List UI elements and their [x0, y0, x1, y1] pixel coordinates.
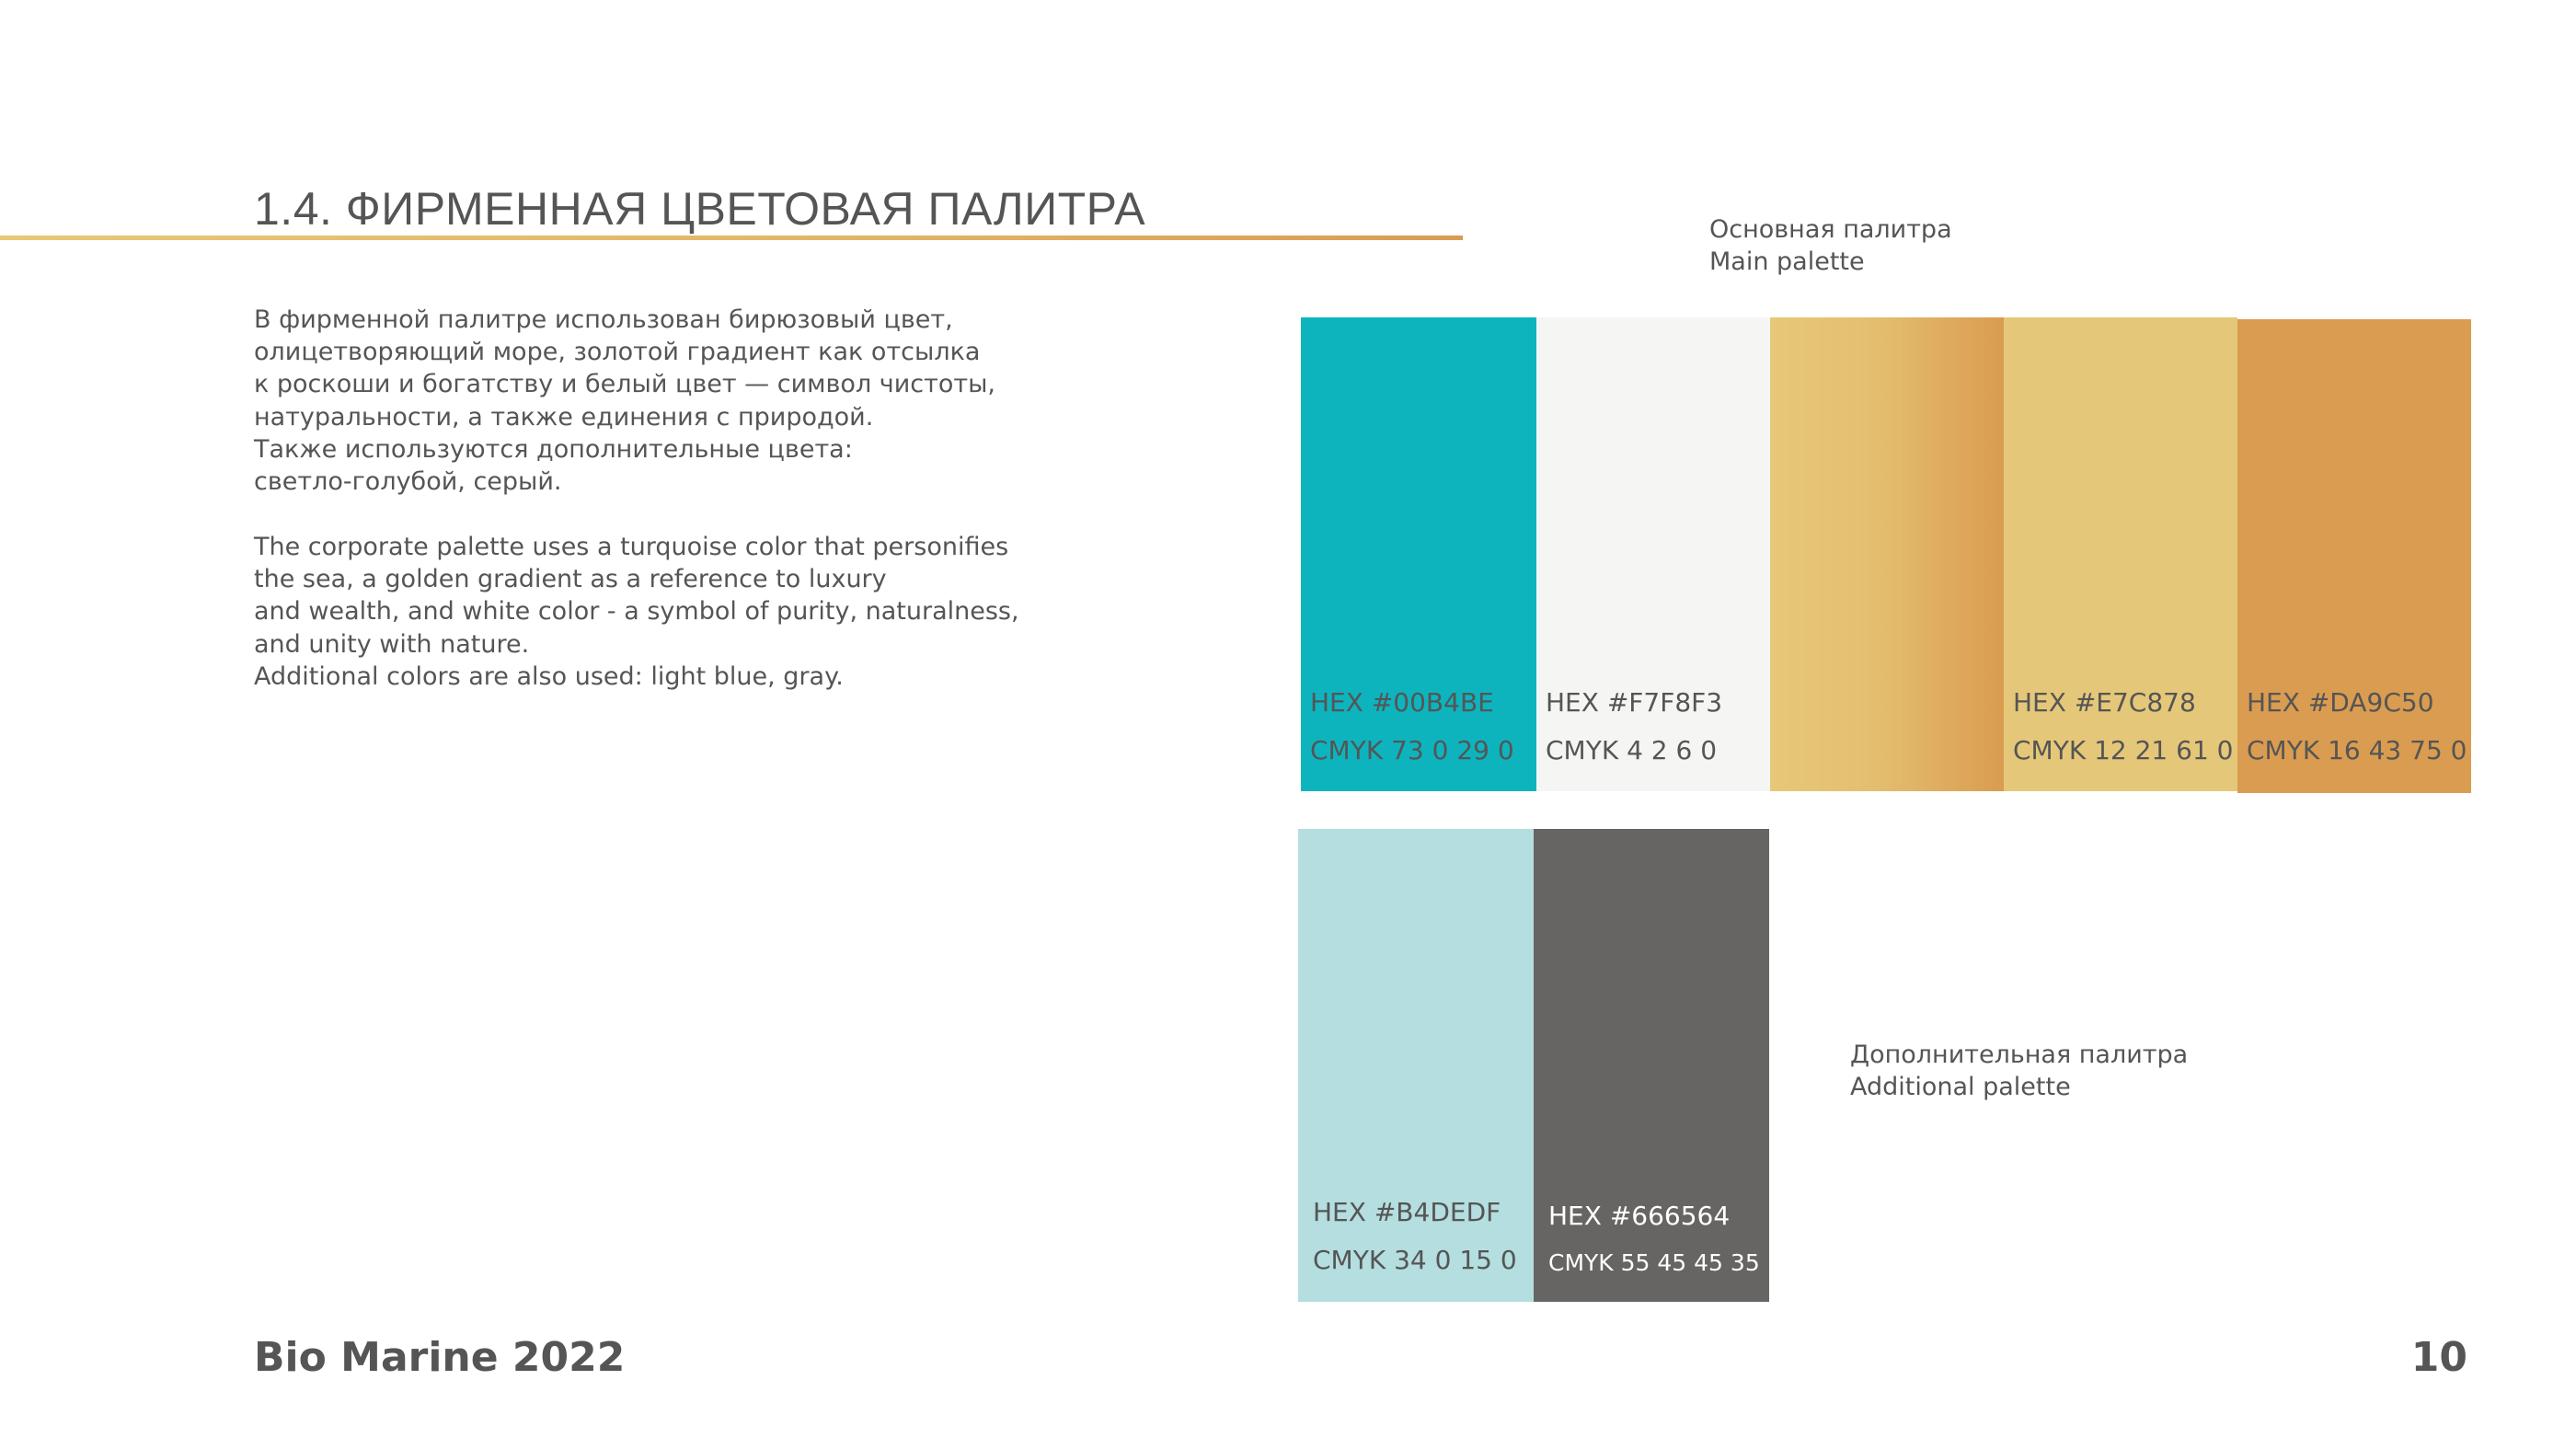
page-title: 1.4. ФИРМЕННАЯ ЦВЕТОВАЯ ПАЛИТРА — [254, 183, 1146, 235]
swatch-hex: HEX #DA9C50 — [2247, 687, 2434, 718]
swatch-gray — [1534, 829, 1769, 1302]
swatch-hex: HEX #666564 — [1548, 1201, 1731, 1231]
swatch-hex: HEX #F7F8F3 — [1546, 687, 1723, 718]
swatch-cmyk: CMYK 55 45 45 35 — [1548, 1249, 1760, 1276]
footer-brand: Bio Marine 2022 — [254, 1334, 626, 1381]
title-underline — [0, 236, 1463, 240]
main-palette-label-en: Main palette — [1709, 247, 1865, 276]
description-ru: В фирменной палитре использован бирюзовый цвет, олицетворяющий море, золотой градиент как отсылка к роскоши и богатству и белый цвет — символ чистоты, натуральности, а также единения с природой. Также используются дополнительные цвета: светло-голубой, серый. — [254, 305, 996, 497]
swatch-white — [1536, 317, 1770, 791]
swatch-gold-dark — [2237, 319, 2471, 793]
page-number: 10 — [2410, 1334, 2467, 1381]
description-en: The corporate palette uses a turquoise color that personifies the sea, a golden gradient as a reference to luxury and wealth, and white color - a symbol of purity, naturalness, and unity with nature. Additional colors are also used: light blue, gray. — [254, 533, 1019, 691]
swatch-gold-gradient — [1770, 317, 2004, 791]
swatch-hex: HEX #00B4BE — [1310, 687, 1494, 718]
swatch-hex: HEX #E7C878 — [2013, 687, 2196, 718]
swatch-cmyk: CMYK 34 0 15 0 — [1313, 1245, 1517, 1275]
main-palette-label-ru: Основная палитра — [1709, 215, 1952, 244]
swatch-gold-light — [2004, 317, 2237, 791]
swatch-cmyk: CMYK 16 43 75 0 — [2247, 735, 2467, 765]
swatch-cmyk: CMYK 4 2 6 0 — [1546, 735, 1718, 765]
swatch-cmyk: CMYK 12 21 61 0 — [2013, 735, 2234, 765]
swatch-cmyk: CMYK 73 0 29 0 — [1310, 735, 1514, 765]
swatch-turquoise — [1301, 317, 1536, 791]
additional-palette-label-en: Additional palette — [1850, 1073, 2071, 1101]
additional-palette-label-ru: Дополнительная палитра — [1850, 1041, 2189, 1069]
main-palette-label — [1709, 213, 1952, 278]
swatch-hex: HEX #B4DEDF — [1313, 1197, 1501, 1227]
swatch-light-blue — [1298, 829, 1534, 1302]
additional-palette-label — [1850, 1039, 2188, 1103]
